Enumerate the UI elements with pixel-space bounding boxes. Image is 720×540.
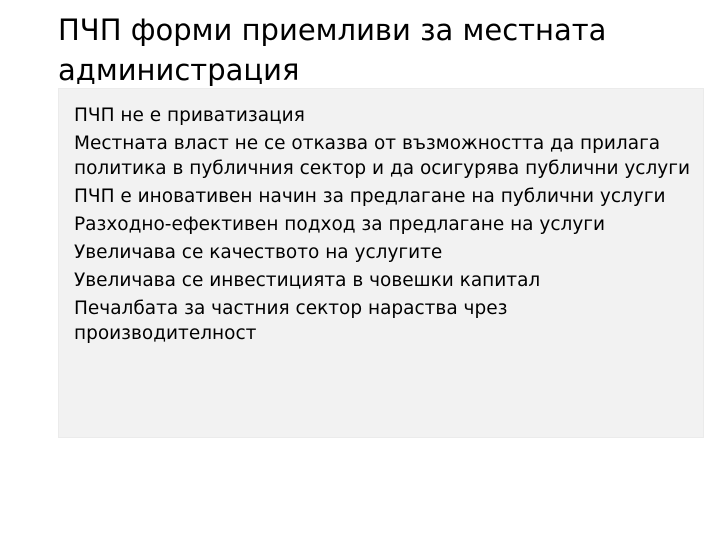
bullet-item: ПЧП не е приватизация bbox=[74, 105, 305, 126]
bullet-list bbox=[74, 103, 694, 349]
slide-title: ПЧП форми приемливи за местната администрация bbox=[58, 13, 607, 87]
bullet-item: Увеличава се качеството на услугите bbox=[74, 242, 443, 263]
bullet-item: Местната власт не се отказва от възможността да прилага политика в публичния сектор и да осигурява публични услуги bbox=[74, 133, 690, 179]
bullet-item: ПЧП е иновативен начин за предлагане на публични услуги bbox=[74, 186, 666, 207]
bullet-item: Увеличава се инвестицията в човешки капитал bbox=[74, 270, 541, 291]
bullet-item: Печалбата за частния сектор нараства чрез производителност bbox=[74, 298, 508, 344]
bullet-item: Разходно-ефективен подход за предлагане на услуги bbox=[74, 214, 606, 235]
content-box bbox=[58, 88, 704, 438]
